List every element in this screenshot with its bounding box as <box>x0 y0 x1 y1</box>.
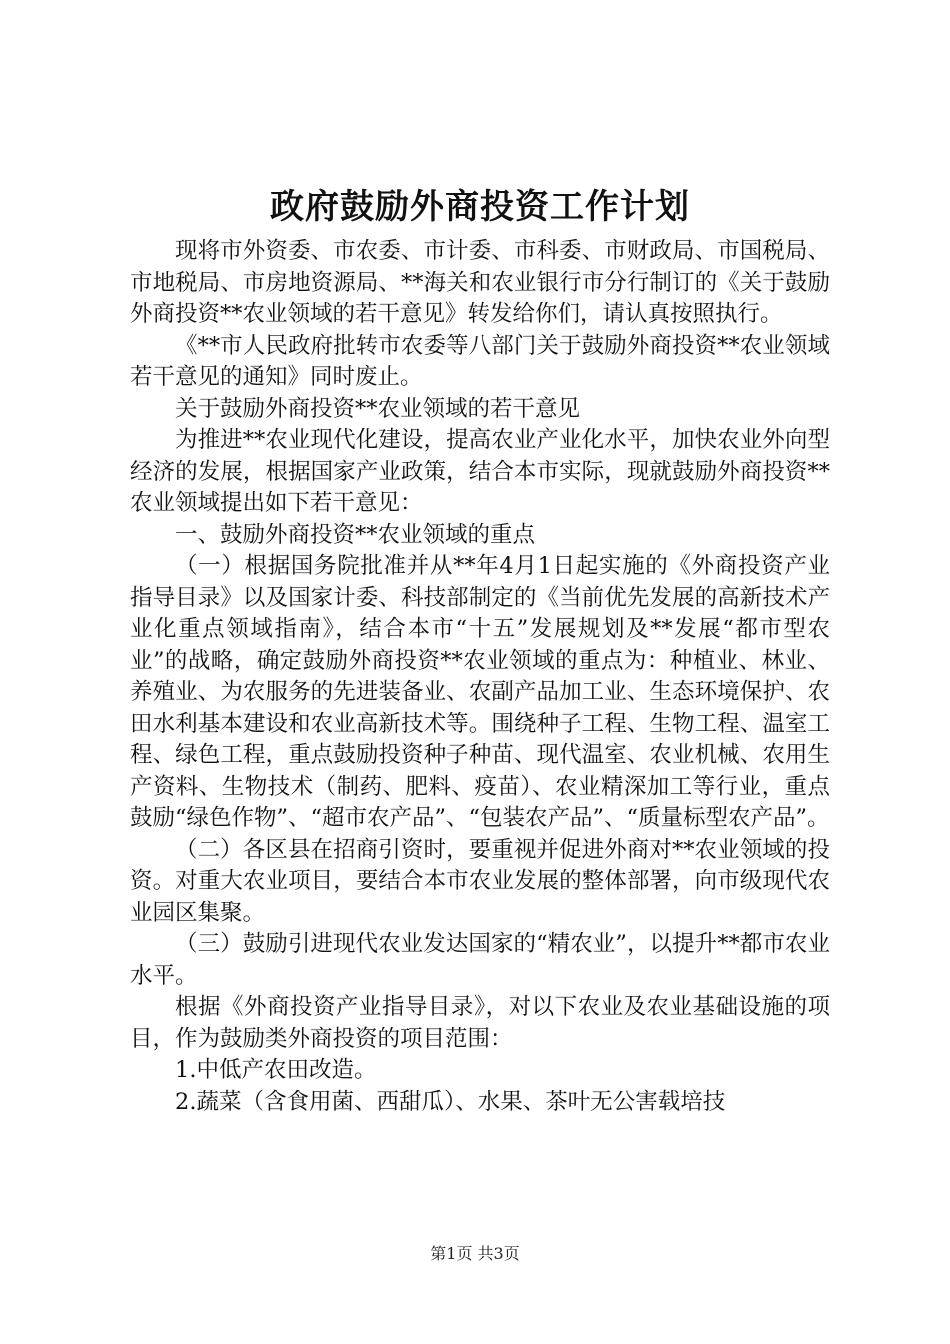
page-footer: 第1页 共3页 <box>430 1244 520 1263</box>
paragraph-repeal-notice: 《**市人民政府批转市农委等八部门关于鼓励外商投资**农业领域若干意见的通知》同时废止。 <box>130 332 830 390</box>
document-title: 政府鼓励外商投资工作计划 <box>270 187 690 227</box>
paragraph-item-2: （二）各区县在招商引资时，要重视并促进外商对**农业领域的投资。对重大农业项目，要结合本市农业发展的整体部署，向市级现代农业园区集聚。 <box>130 836 830 926</box>
list-item-2: 2.蔬菜（含食用菌、西甜瓜）、水果、茶叶无公害载培技 <box>175 1088 726 1115</box>
paragraph-item-3: （三）鼓励引进现代农业发达国家的“精农业”，以提升**都市农业水平。 <box>130 931 830 989</box>
paragraph-opinion-title: 关于鼓励外商投资**农业领域的若干意见 <box>175 395 581 422</box>
paragraph-intro: 现将市外资委、市农委、市计委、市科委、市财政局、市国税局、市地税局、市房地资源局、**海关和农业银行市分行制订的《关于鼓励外商投资**农业领域的若干意见》转发给你们，请认真按照执行。 <box>130 238 830 327</box>
list-item-1: 1.中低产农田改造。 <box>175 1057 377 1083</box>
section-heading-1: 一、鼓励外商投资**农业领域的重点 <box>175 521 536 548</box>
paragraph-item-1: （一）根据国务院批准并从**年4月1日起实施的《外商投资产业指导目录》以及国家计委、科技部制定的《当前优先发展的高新技术产业化重点领域指南》，结合本市“十五”发展规划及**发展“都市型农业”的战略，确定鼓励外商投资**农业领域的重点为：种植业、林业、养殖业、为农服务的先进装备业、农副产品加工业、生态环境保护、农田水利基本建设和农业高新技术等。围绕种子工程、生物工程、温室工程、绿色工程，重点鼓励投资种子种苗、现代温室、农业机械、农用生产资料、生物技术（制药、肥料、疫苗）、农业精深加工等行业，重点鼓励“绿色作物”、“超市农产品”、“包装农产品”、“质量标型农产品”。 <box>130 553 830 831</box>
paragraph-project-scope: 根据《外商投资产业指导目录》，对以下农业及农业基础设施的项目，作为鼓励类外商投资的项目范围： <box>130 994 830 1052</box>
paragraph-purpose: 为推进**农业现代化建设，提高农业产业化水平，加快农业外向型经济的发展，根据国家产业政策，结合本市实际，现就鼓励外商投资**农业领域提出如下若干意见： <box>130 427 830 516</box>
document-page <box>130 180 830 1118</box>
